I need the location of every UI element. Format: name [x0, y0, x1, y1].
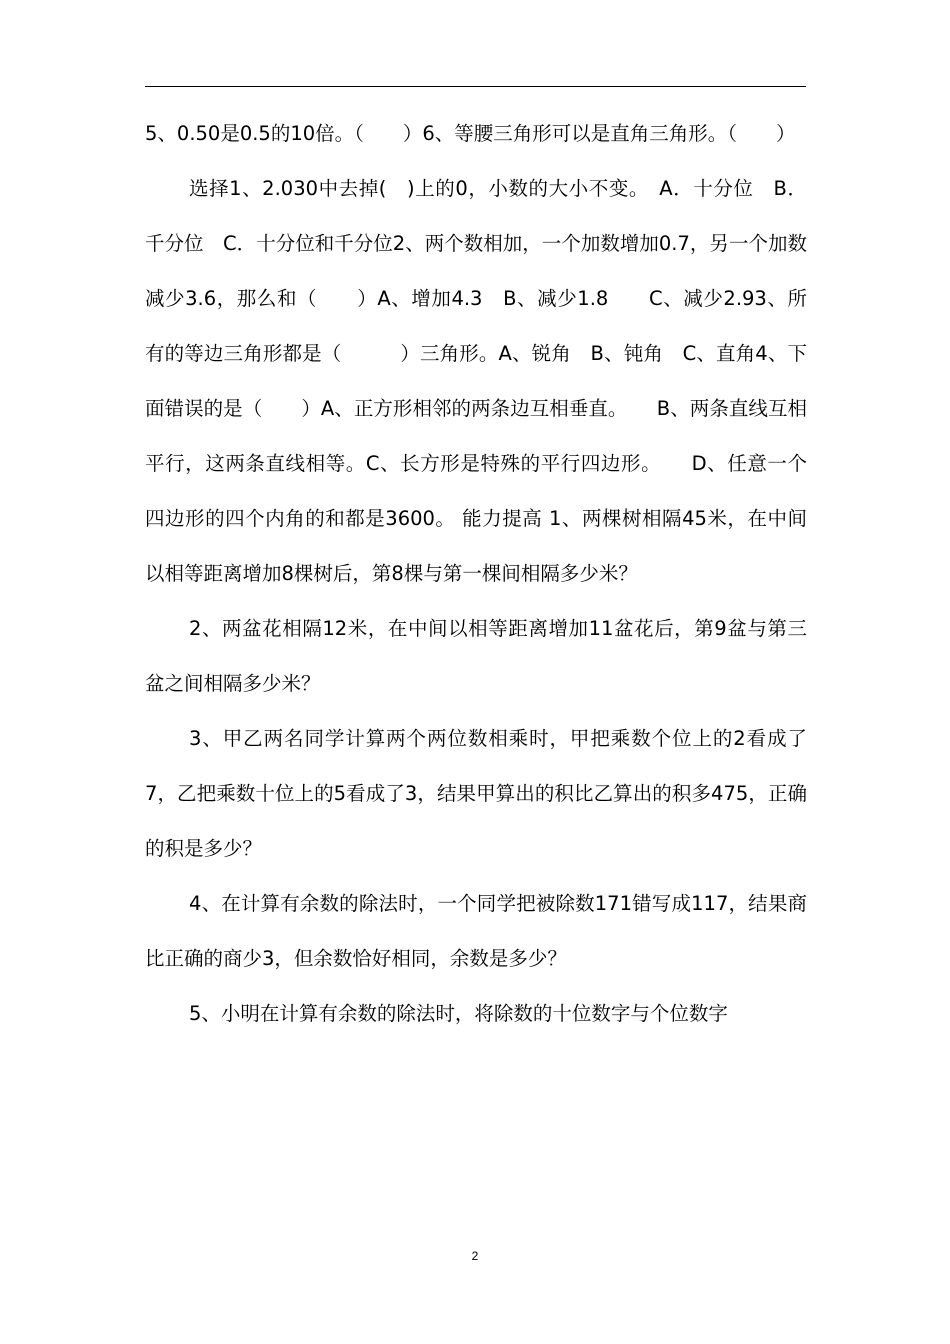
document-body	[145, 106, 807, 1041]
paragraph-question-3: 3、甲乙两名同学计算两个两位数相乘时，甲把乘数个位上的2看成了7，乙把乘数十位上的5看成了3，结果甲算出的积比乙算出的积多475，正确的积是多少？	[145, 727, 807, 860]
paragraph-question-4: 4、在计算有余数的除法时，一个同学把被除数171错写成117，结果商比正确的商少3，但余数恰好相同，余数是多少？	[145, 892, 807, 970]
paragraph-true-false: 5、0.50是0.5的10倍。（ ）6、等腰三角形可以是直角三角形。（ ）	[145, 122, 796, 145]
page-number: 2	[471, 1249, 479, 1263]
paragraph-question-2: 2、两盆花相隔12米，在中间以相等距离增加11盆花后，第9盆与第三盆之间相隔多少米？	[145, 617, 807, 695]
paragraph-question-5: 5、小明在计算有余数的除法时，将除数的十位数字与个位数字	[189, 1002, 728, 1025]
header-rule	[145, 86, 806, 87]
paragraph-multiple-choice: 选择1、2.030中去掉( )上的0，小数的大小不变。 A．十分位 B．千分位 C．十分位和千分位2、两个数相加，一个加数增加0.7，另一个加数减少3.6，那么和（ ）A、增加4.3 B、减少1.8 C、减少2.93、所有的等边三角形都是（ ）三角形。A、锐角 B、钝角 C、直角4、下面错误的是（ ）A、正方形相邻的两条边互相垂直。 B、两条直线互相平行，这两条直线相等。C、长方形是特殊的平行四边形。 D、任意一个四边形的四个内角的和都是3600。 能力提高 1、两棵树相隔45米，在中间以相等距离增加8棵树后，第8棵与第一棵间相隔多少米？	[145, 177, 807, 585]
